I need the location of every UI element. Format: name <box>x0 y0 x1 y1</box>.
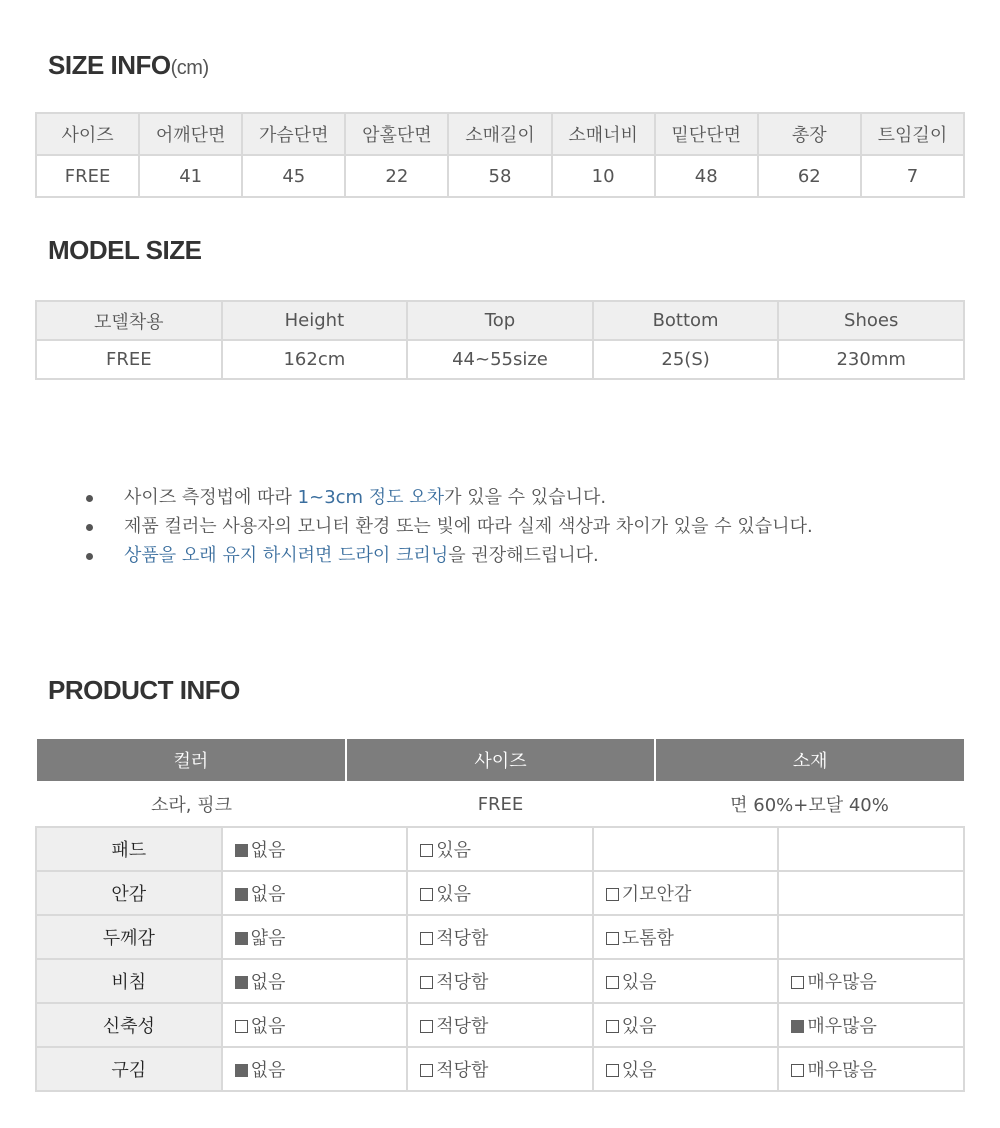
unchecked-box-icon <box>420 932 433 945</box>
size-info-value-row <box>36 155 964 197</box>
property-option-cell <box>593 871 779 915</box>
property-option-cell <box>407 1047 593 1091</box>
size-value-cell: 48 <box>655 155 758 197</box>
unchecked-box-icon <box>420 888 433 901</box>
model-size-table <box>35 300 965 380</box>
property-option-text: 있음 <box>436 884 471 905</box>
note-highlight: 상품을 오래 유지 하시려면 드라이 크리닝 <box>124 545 449 566</box>
property-option-text: 적당함 <box>436 1016 489 1037</box>
property-label: 안감 <box>36 871 222 915</box>
model-value-cell: 25(S) <box>593 340 779 379</box>
checked-box-icon <box>235 1064 248 1077</box>
property-option-cell <box>778 1003 964 1047</box>
size-header-cell: 트임길이 <box>861 113 964 155</box>
model-header-cell: 모델착용 <box>36 301 222 340</box>
property-option-cell <box>778 827 964 871</box>
property-option-text: 기모안감 <box>621 884 692 905</box>
model-header-cell: Shoes <box>778 301 964 340</box>
model-value-cell: 162cm <box>222 340 408 379</box>
size-value-cell: 45 <box>242 155 345 197</box>
note-item <box>86 512 813 541</box>
product-properties-body <box>36 827 964 1091</box>
bullet-icon <box>86 553 93 560</box>
property-option-text: 없음 <box>250 1016 286 1037</box>
product-info-value-cell: 소라, 핑크 <box>151 795 232 816</box>
property-option-cell <box>222 1047 408 1091</box>
property-option-cell <box>222 871 408 915</box>
property-option-cell <box>407 915 593 959</box>
property-option-text: 적당함 <box>436 1060 489 1081</box>
checked-box-icon <box>235 932 248 945</box>
property-option-cell <box>407 871 593 915</box>
model-value-cell: 230mm <box>778 340 964 379</box>
unchecked-box-icon <box>791 976 804 989</box>
property-option-cell <box>778 1047 964 1091</box>
size-value-cell: 7 <box>861 155 964 197</box>
property-option-text: 적당함 <box>436 928 489 949</box>
bullet-icon <box>86 495 93 502</box>
size-header-cell: 총장 <box>758 113 861 155</box>
property-label: 구김 <box>36 1047 222 1091</box>
size-value-cell: 10 <box>552 155 655 197</box>
unchecked-box-icon <box>420 844 433 857</box>
size-header-cell: 소매너비 <box>552 113 655 155</box>
size-header-cell: 밑단단면 <box>655 113 758 155</box>
property-option-cell <box>778 915 964 959</box>
size-header-cell: 암홀단면 <box>345 113 448 155</box>
unchecked-box-icon <box>606 932 619 945</box>
size-header-cell: 소매길이 <box>448 113 551 155</box>
care-notes-list <box>86 483 813 570</box>
unchecked-box-icon <box>606 976 619 989</box>
size-info-header-row <box>36 113 964 155</box>
product-info-title: PRODUCT INFO <box>48 675 240 705</box>
note-text: 사이즈 측정법에 따라 <box>124 487 298 508</box>
property-option-cell <box>222 1003 408 1047</box>
unchecked-box-icon <box>791 1064 804 1077</box>
product-info-value-cell: 면 60%+모달 40% <box>730 795 889 816</box>
property-option-cell <box>222 827 408 871</box>
property-option-text: 없음 <box>250 840 286 861</box>
size-info-title-text: SIZE INFO <box>48 50 171 80</box>
property-label: 신축성 <box>36 1003 222 1047</box>
unchecked-box-icon <box>606 1020 619 1033</box>
product-info-header-cell: 소재 <box>654 739 964 781</box>
checked-box-icon <box>235 976 248 989</box>
unchecked-box-icon <box>420 976 433 989</box>
bullet-icon <box>86 524 93 531</box>
property-option-cell <box>593 1003 779 1047</box>
checked-box-icon <box>235 844 248 857</box>
property-label: 패드 <box>36 827 222 871</box>
property-option-cell <box>593 1047 779 1091</box>
property-option-cell <box>407 959 593 1003</box>
property-option-text: 있음 <box>436 840 471 861</box>
property-option-cell <box>778 871 964 915</box>
property-option-text: 적당함 <box>436 972 489 993</box>
size-header-cell: 어깨단면 <box>139 113 242 155</box>
property-option-cell <box>593 827 779 871</box>
property-row <box>36 915 964 959</box>
property-label: 비침 <box>36 959 222 1003</box>
model-header-cell: Bottom <box>593 301 779 340</box>
note-item <box>86 483 813 512</box>
property-option-cell <box>593 959 779 1003</box>
property-option-text: 얇음 <box>250 928 286 949</box>
product-info-header-cell: 컬러 <box>37 739 345 781</box>
size-value-cell: 58 <box>448 155 551 197</box>
model-value-cell: FREE <box>36 340 222 379</box>
property-option-cell <box>222 959 408 1003</box>
product-info-values <box>37 783 964 825</box>
property-option-text: 매우많음 <box>807 1060 877 1081</box>
unchecked-box-icon <box>606 1064 619 1077</box>
product-info-header <box>37 739 964 781</box>
property-option-text: 도톰함 <box>621 928 674 949</box>
note-text: 제품 컬러는 사용자의 모니터 환경 또는 빛에 따라 실제 색상과 차이가 있을 수 있습니다. <box>124 516 813 537</box>
unchecked-box-icon <box>420 1064 433 1077</box>
size-info-title <box>48 50 209 81</box>
product-info-header-cell: 사이즈 <box>345 739 655 781</box>
property-option-cell <box>778 959 964 1003</box>
product-info-value-cell: FREE <box>477 793 524 815</box>
property-option-cell <box>407 827 593 871</box>
note-text: 을 권장해드립니다. <box>448 545 599 566</box>
property-option-text: 있음 <box>621 972 657 993</box>
property-option-text: 없음 <box>250 1060 286 1081</box>
property-option-cell <box>222 915 408 959</box>
model-size-value-row <box>36 340 964 379</box>
model-header-cell: Height <box>222 301 408 340</box>
unchecked-box-icon <box>606 888 619 901</box>
model-size-title: MODEL SIZE <box>48 235 202 265</box>
size-header-cell: 가슴단면 <box>242 113 345 155</box>
size-info-unit: (cm) <box>170 57 209 79</box>
size-header-cell: 사이즈 <box>36 113 139 155</box>
property-option-text: 매우많음 <box>807 972 877 993</box>
property-row <box>36 827 964 871</box>
note-text: 가 있을 수 있습니다. <box>444 487 607 508</box>
model-value-cell: 44~55size <box>407 340 593 379</box>
property-option-text: 있음 <box>621 1060 657 1081</box>
size-value-cell: FREE <box>36 155 139 197</box>
size-value-cell: 41 <box>139 155 242 197</box>
model-size-header-row <box>36 301 964 340</box>
property-option-text: 있음 <box>621 1016 657 1037</box>
size-info-table <box>35 112 965 198</box>
size-value-cell: 62 <box>758 155 861 197</box>
property-row <box>36 1003 964 1047</box>
property-row <box>36 871 964 915</box>
note-highlight: 1~3cm 정도 오차 <box>297 487 445 508</box>
property-row <box>36 1047 964 1091</box>
product-properties-table <box>35 826 965 1092</box>
size-value-cell: 22 <box>345 155 448 197</box>
property-option-cell <box>593 915 779 959</box>
note-item <box>86 541 813 570</box>
checked-box-icon <box>235 888 248 901</box>
property-option-text: 없음 <box>250 972 286 993</box>
model-header-cell: Top <box>407 301 593 340</box>
property-option-text: 없음 <box>250 884 286 905</box>
property-row <box>36 959 964 1003</box>
unchecked-box-icon <box>235 1020 248 1033</box>
unchecked-box-icon <box>420 1020 433 1033</box>
property-option-cell <box>407 1003 593 1047</box>
checked-box-icon <box>791 1020 804 1033</box>
property-option-text: 매우많음 <box>807 1016 877 1037</box>
property-label: 두께감 <box>36 915 222 959</box>
